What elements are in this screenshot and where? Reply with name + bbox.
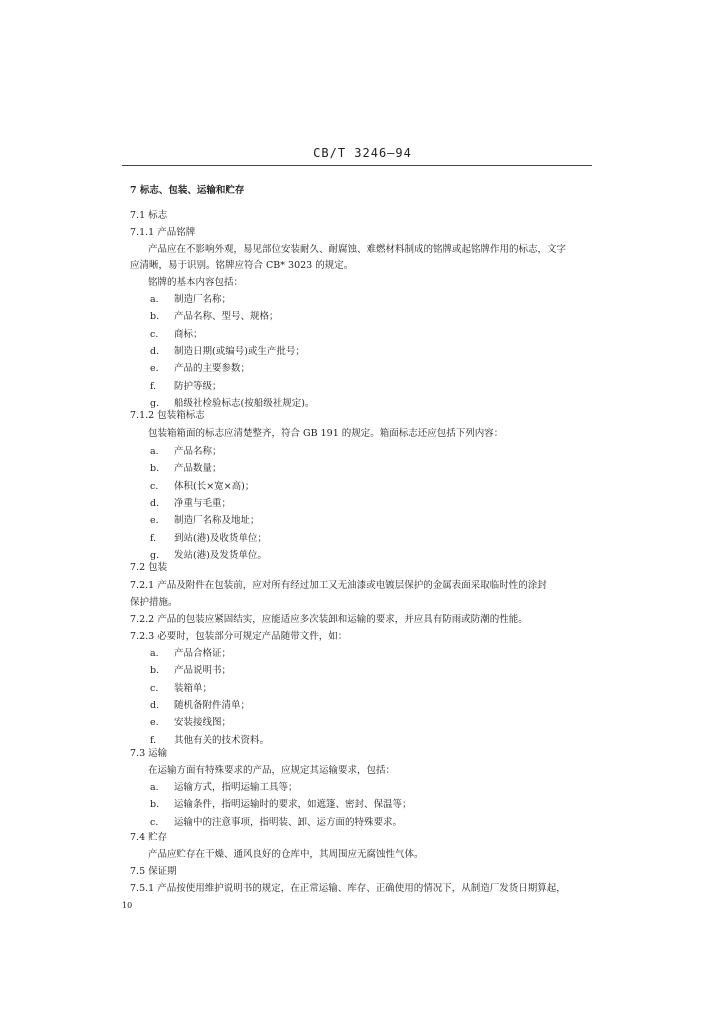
list-item: [150, 498, 231, 510]
list-item-text: 体积(长×宽×高)；: [174, 480, 255, 492]
list-item-letter: e.: [150, 717, 159, 729]
list-item-letter: d.: [150, 497, 160, 509]
list-item-letter: b.: [150, 799, 160, 811]
list-item-text: 运输中的注意事项，指明装、卸、运方面的特殊要求。: [174, 816, 403, 828]
list-item-text: 防护等级；: [174, 380, 222, 392]
list-item: [150, 346, 305, 358]
page-number: 10: [122, 901, 133, 910]
list-item-letter: b.: [150, 463, 160, 475]
standard-code-header: CB/T 3246—94: [313, 146, 412, 160]
list-item-text: 产品名称、型号、规格；: [174, 311, 279, 323]
list-item-letter: d.: [150, 345, 160, 357]
list-item-text: 发站(港)及发货单位。: [174, 549, 267, 561]
list-item-letter: e.: [150, 363, 159, 375]
list-item-letter: a.: [150, 294, 159, 305]
list-item-letter: d.: [150, 699, 160, 711]
list-item-text: 产品名称；: [174, 446, 222, 457]
list-item: [150, 817, 402, 829]
list-item-letter: g.: [150, 397, 160, 409]
list-item-text: 产品说明书；: [174, 665, 232, 677]
list-item: [150, 311, 279, 323]
list-item-letter: f.: [150, 380, 157, 392]
paragraph-7-2-2: 7.2.2 产品的包装应紧固结实，应能适应多次装卸和运输的要求，并应具有防雨或防潮的性能。: [130, 614, 528, 625]
list-item-letter: f.: [150, 734, 157, 746]
list-item: [150, 665, 231, 677]
list-item: [150, 329, 203, 341]
list-item: [150, 515, 260, 527]
paragraph-storage: 产品应贮存在干燥、通风良好的仓库中，其周围应无腐蚀性气体。: [148, 849, 424, 860]
list-item: [150, 648, 231, 660]
paragraph-box-mark: 包装箱箱面的标志应清楚整齐，符合 GB 191 的规定。箱面标志还应包括下列内容：: [148, 428, 504, 439]
paragraph-transport: 在运输方面有特殊要求的产品，应规定其运输要求，包括：: [148, 765, 396, 776]
list-item-text: 制造日期(或编号)或生产批号；: [174, 345, 305, 357]
list-item-letter: f.: [150, 532, 157, 544]
list-item: [150, 363, 250, 375]
heading-7-3: 7.3 运输: [130, 748, 168, 759]
list-item: [150, 463, 222, 475]
list-item-text: 制造厂名称及地址；: [174, 515, 260, 527]
paragraph-nameplate-2: 应清晰，易于识别。铭牌应符合 CB* 3023 的规定。: [130, 260, 354, 271]
list-item-text: 产品数量；: [174, 463, 222, 475]
list-item-text: 运输方式，指明运输工具等；: [174, 782, 298, 793]
list-item-letter: c.: [150, 816, 159, 828]
list-item-letter: a.: [150, 782, 159, 793]
list-item-text: 净重与毛重；: [174, 497, 232, 509]
heading-7-5: 7.5 保证期: [130, 866, 177, 877]
list-item: [150, 398, 314, 410]
list-item-letter: a.: [150, 648, 159, 659]
list-item: [150, 533, 267, 545]
list-item: [150, 735, 269, 747]
list-item-letter: b.: [150, 665, 160, 677]
list-item-letter: b.: [150, 311, 160, 323]
list-item: [150, 782, 298, 794]
list-item-text: 到站(港)及收货单位；: [174, 532, 267, 544]
list-item-text: 运输条件，指明运输时的要求，如遮篷、密封、保温等；: [174, 799, 412, 811]
list-item-text: 随机备附件清单；: [174, 699, 251, 711]
paragraph-7-2-1-b: 保护措施。: [130, 597, 178, 608]
list-item-letter: c.: [150, 328, 159, 340]
list-item: [150, 381, 222, 393]
heading-7-1-2: 7.1.2 包装箱标志: [130, 410, 205, 421]
list-item-text: 制造厂名称；: [174, 294, 232, 305]
list-item-text: 产品合格证；: [174, 648, 232, 659]
paragraph-7-2-1-a: 7.2.1 产品及附件在包装前，应对所有经过加工又无油漆或电镀层保护的金属表面采取临时性的涂封: [130, 580, 547, 591]
list-item: [150, 446, 222, 458]
list-item-text: 商标；: [174, 328, 203, 340]
heading-7-1: 7.1 标志: [130, 210, 168, 221]
list-item: [150, 799, 412, 811]
section-7-title: 7 标志、包装、运输和贮存: [130, 185, 245, 196]
heading-7-4: 7.4 贮存: [130, 832, 168, 843]
list-item-letter: c.: [150, 480, 159, 492]
list-item-letter: e.: [150, 515, 159, 527]
list-item: [150, 700, 250, 712]
list-item-letter: g.: [150, 549, 160, 561]
list-item: [150, 717, 231, 729]
list-item: [150, 481, 254, 493]
list-item-text: 其他有关的技术资料。: [174, 734, 270, 746]
list-item-letter: c.: [150, 682, 159, 694]
paragraph-7-5-1: 7.5.1 产品按使用维护说明书的规定，在正常运输、库存、正确使用的情况下，从制造厂发货日期算起，: [130, 883, 566, 894]
list-item-text: 安装接线图；: [174, 717, 232, 729]
list-item: [150, 683, 212, 695]
list-item-text: 产品的主要参数；: [174, 363, 251, 375]
paragraph-nameplate-intro: 铭牌的基本内容包括：: [148, 277, 244, 288]
heading-7-1-1: 7.1.1 产品铭牌: [130, 227, 196, 238]
paragraph-7-2-3: 7.2.3 必要时，包装部分可规定产品随带文件，如：: [130, 631, 348, 642]
list-item: [150, 294, 231, 306]
list-item-text: 船级社检验标志(按船级社规定)。: [174, 397, 315, 409]
list-item-letter: a.: [150, 446, 159, 457]
paragraph-nameplate-1: 产品应在不影响外观，易见部位安装耐久、耐腐蚀、难燃材料制成的铭牌或起铭牌作用的标志，文字: [148, 244, 567, 255]
list-item-text: 装箱单；: [174, 682, 213, 694]
list-item: [150, 550, 267, 562]
heading-7-2: 7.2 包装: [130, 562, 168, 573]
header-rule: [122, 165, 592, 166]
